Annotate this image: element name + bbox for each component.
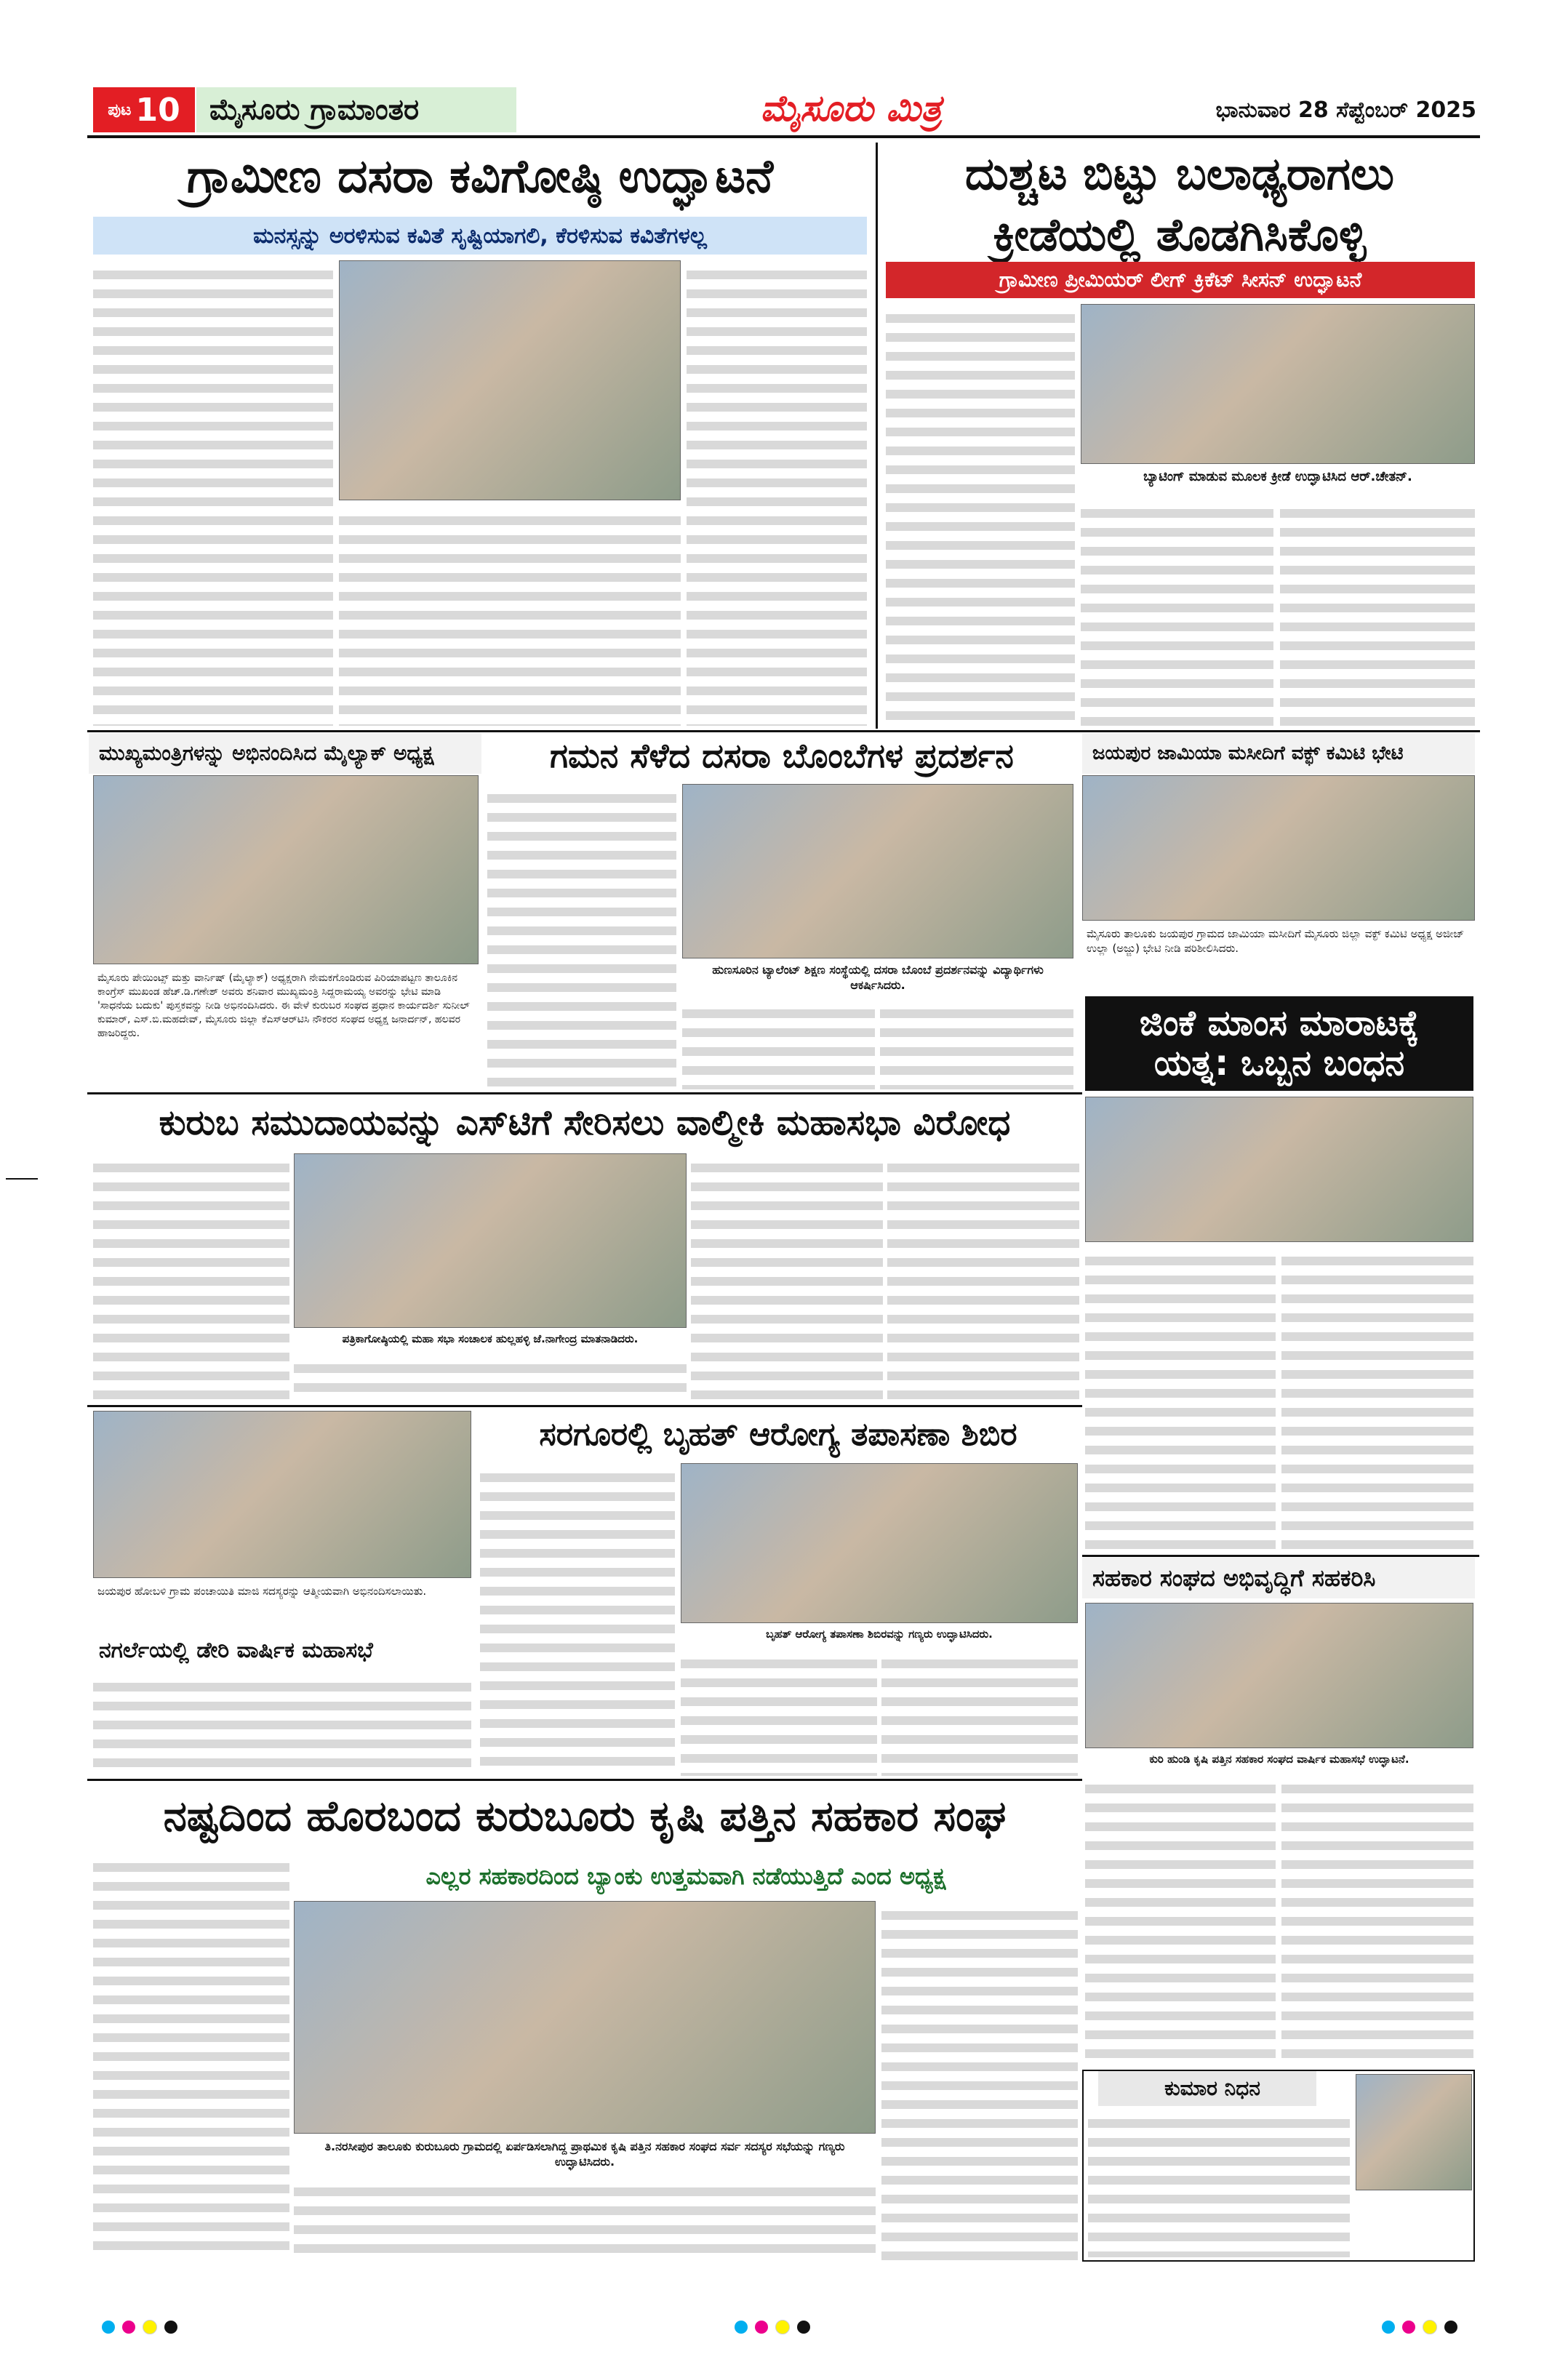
registration-marks-center bbox=[735, 2320, 810, 2334]
body-column bbox=[294, 2177, 876, 2260]
section-title: ಮೈಸೂರು ಗ್ರಾಮಾಂತರ bbox=[196, 87, 516, 132]
kuruburu-photo bbox=[294, 1901, 876, 2134]
headline-dolls: ಗಮನ ಸೆಳೆದ ದಸರಾ ಬೊಂಬೆಗಳ ಪ್ರದರ್ಶನ bbox=[550, 735, 1014, 775]
row-rule bbox=[1082, 1555, 1479, 1557]
body-column bbox=[339, 506, 681, 726]
subhead-cricket: ಗ್ರಾಮೀಣ ಪ್ರೀಮಿಯರ್ ಲೀಗ್ ಕ್ರಿಕೆಟ್ ಸೀಸನ್ ಉದ್ಘಾಟನೆ bbox=[886, 262, 1475, 298]
kavigoshti-photo bbox=[339, 260, 681, 500]
headline-kuruba: ಕುರುಬ ಸಮುದಾಯವನ್ನು ಎಸ್‌ಟಿಗೆ ಸೇರಿಸಲು ವಾಲ್ಮೀಕಿ ಮಹಾಸಭಾ ವಿರೋಧ bbox=[159, 1102, 1011, 1143]
body-column bbox=[93, 260, 333, 726]
body-column bbox=[881, 1901, 1078, 2260]
headline-jamia: ಜಯಪುರ ಜಾಮಿಯಾ ಮಸೀದಿಗೆ ವಕ್ಫ್ ಕಮಿಟಿ ಭೇಟಿ bbox=[1082, 733, 1475, 774]
page-number: 10 bbox=[135, 91, 180, 129]
registration-dot bbox=[775, 2320, 790, 2334]
dateline: ಭಾನುವಾರ 28 ಸೆಪ್ಟೆಂಬರ್ 2025 bbox=[1215, 97, 1476, 123]
column-rule bbox=[876, 143, 878, 729]
cricket-photo-caption: ಬ್ಯಾಟಿಂಗ್ ಮಾಡುವ ಮೂಲಕ ಕ್ರೀಡೆ ಉದ್ಘಾಟಿಸಿದ ಆರ್.ಚೇತನ್. bbox=[1143, 469, 1412, 484]
row-rule bbox=[87, 1092, 1082, 1094]
body-column bbox=[1085, 1774, 1276, 2065]
cricket-photo bbox=[1081, 304, 1475, 464]
body-column bbox=[487, 784, 676, 1089]
headline-cricket-line2: ಕ್ರೀಡೆಯಲ್ಲಿ ತೊಡಗಿಸಿಕೊಳ್ಳಿ bbox=[993, 208, 1367, 262]
headline-deer-line1: ಜಿಂಕೆ ಮಾಂಸ ಮಾರಾಟಕ್ಕೆ bbox=[1139, 1002, 1420, 1044]
chief-minister-photo bbox=[93, 775, 479, 964]
body-column bbox=[1085, 1246, 1276, 1552]
body-column bbox=[881, 1649, 1078, 1776]
body-column bbox=[1081, 499, 1273, 726]
subhead-kavigoshti: ಮನಸ್ಸನ್ನು ಅರಳಿಸುವ ಕವಿತೆ ಸೃಷ್ಟಿಯಾಗಲಿ, ಕೆರಳಿಸುವ ಕವಿತೆಗಳಲ್ಲ bbox=[93, 217, 867, 255]
row-rule bbox=[87, 1405, 1082, 1407]
headline-chief-minister: ಮುಖ್ಯಮಂತ್ರಿಗಳನ್ನು ಅಭಿನಂದಿಸಿದ ಮೈಲ್ಯಾಕ್ ಅಧ್ಯಕ್ಷ bbox=[89, 733, 481, 774]
masthead: ಮೈಸೂರು ಮಿತ್ರ bbox=[760, 87, 942, 129]
body-column bbox=[691, 1153, 883, 1401]
registration-dot bbox=[1423, 2320, 1437, 2334]
body-column bbox=[480, 1463, 675, 1776]
subhead-kuruburu: ಎಲ್ಲರ ಸಹಕಾರದಿಂದ ಬ್ಯಾಂಕು ಉತ್ತಮವಾಗಿ ನಡೆಯುತ್ತಿದೆ ಎಂದ ಅಧ್ಯಕ್ಷ bbox=[425, 1862, 946, 1890]
health-camp-photo-caption: ಬೃಹತ್ ಆರೋಗ್ಯ ತಪಾಸಣಾ ಶಿಬಿರವನ್ನು ಗಣ್ಯರು ಉದ್ಘಾಟಿಸಿದರು. bbox=[766, 1628, 993, 1641]
dolls-photo-caption: ಹುಣಸೂರಿನ ಟ್ಯಾಲೆಂಟ್ ಶಿಕ್ಷಣ ಸಂಸ್ಥೆಯಲ್ಲಿ ದಸರಾ ಬೊಂಬೆ ಪ್ರದರ್ಶನವನ್ನು ವಿದ್ಯಾರ್ಥಿಗಳು ಆಕರ್ಷಿಸಿದರು. bbox=[712, 963, 1044, 992]
registration-dot bbox=[102, 2321, 115, 2334]
kuruba-photo bbox=[294, 1153, 687, 1328]
row-rule bbox=[87, 1779, 1082, 1781]
registration-dot bbox=[1402, 2321, 1415, 2334]
leader-photo-caption: ಜಯಪುರ ಹೋಬಳಿ ಗ್ರಾಮ ಪಂಚಾಯಿತಿ ಮಾಜಿ ಸದಸ್ಯರನ್ನು ಆತ್ಮೀಯವಾಗಿ ಅಭಿನಂದಿಸಲಾಯಿತು. bbox=[97, 1585, 427, 1598]
body-column bbox=[93, 1673, 471, 1776]
kuruba-photo-caption: ಪತ್ರಿಕಾಗೋಷ್ಠಿಯಲ್ಲಿ ಮಹಾ ಸಭಾ ಸಂಚಾಲಕ ಹುಲ್ಲಹಳ್ಳಿ ಜೆ.ನಾಗೇಂದ್ರ ಮಾತನಾಡಿದರು. bbox=[342, 1332, 639, 1345]
row-rule bbox=[87, 730, 1480, 732]
body-column bbox=[681, 1649, 877, 1776]
registration-marks-left bbox=[102, 2320, 177, 2334]
jamia-photo bbox=[1082, 775, 1475, 921]
leader-photo bbox=[93, 1411, 471, 1578]
dolls-photo bbox=[682, 784, 1073, 958]
headline-dairy: ನಗರ್ಲೆಯಲ್ಲಿ ಡೇರಿ ವಾರ್ಷಿಕ ಮಹಾಸಭೆ bbox=[99, 1637, 373, 1663]
body-column bbox=[682, 999, 875, 1089]
headline-health-camp: ಸರಗೂರಲ್ಲಿ ಬೃಹತ್ ಆರೋಗ್ಯ ತಪಾಸಣಾ ಶಿಬಿರ bbox=[539, 1415, 1017, 1453]
registration-dot bbox=[164, 2321, 177, 2334]
cooperation-photo bbox=[1085, 1603, 1473, 1748]
body-column bbox=[93, 1153, 289, 1401]
registration-dot bbox=[143, 2320, 157, 2334]
body-column bbox=[687, 260, 867, 726]
headline-cricket-line1: ದುಶ್ಚಟ ಬಿಟ್ಟು ಬಲಾಢ್ಯರಾಗಲು bbox=[964, 147, 1395, 201]
body-column bbox=[887, 1153, 1079, 1401]
body-column bbox=[1281, 1246, 1473, 1552]
health-camp-photo bbox=[681, 1463, 1078, 1623]
headline-kuruburu: ನಷ್ಟದಿಂದ ಹೊರಬಂದ ಕುರುಬೂರು ಕೃಷಿ ಪತ್ತಿನ ಸಹಕಾರ ಸಂಘ bbox=[163, 1790, 1007, 1841]
headline-obituary: ಕುಮಾರ ನಿಧನ bbox=[1098, 2071, 1316, 2106]
body-column bbox=[294, 1354, 687, 1402]
chief-minister-photo-caption: ಮೈಸೂರು ಪೇಯಿಂಟ್ಸ್ ಮತ್ತು ವಾರ್ನಿಷ್ (ಮೈಲ್ಯಾಕ್) ಅಧ್ಯಕ್ಷರಾಗಿ ನೇಮಕಗೊಂಡಿರುವ ಪಿರಿಯಾಪಟ್ಟಣ ತಾಲೂಕಿನ ಕಾಂಗ್ರೆಸ್ ಮುಖಂಡ ಹೆಚ್.ಡಿ.ಗಣೇಶ್ ಅವರು ಶನಿವಾರ ಮುಖ್ಯಮಂತ್ರಿ ಸಿದ್ದರಾಮಯ್ಯ ಅವರನ್ನು ಭೇಟಿ ಮಾಡಿ 'ಸಾಧನೆಯ ಬದುಕು' ಪುಸ್ತಕವನ್ನು ನೀಡಿ ಅಭಿನಂದಿಸಿದರು. ಈ ವೇಳೆ ಕುರುಬರ ಸಂಘದ ಪ್ರಧಾನ ಕಾರ್ಯದರ್ಶಿ ಸುನೀಲ್ ಕುಮಾರ್, ಎಸ್.ಬಿ.ಮಹದೇವ್, ಮೈಸೂರು ಜಿಲ್ಲಾ ಕೆಎಸ್‌ಆರ್‌ಟಿಸಿ ನೌಕರರ ಸಂಘದ ಅಧ್ಯಕ್ಷ ಜನಾರ್ದನ್, ಹಲವರ ಹಾಜರಿದ್ದರು. bbox=[97, 972, 470, 1039]
jamia-photo-caption: ಮೈಸೂರು ತಾಲೂಕು ಜಯಪುರ ಗ್ರಾಮದ ಜಾಮಿಯಾ ಮಸೀದಿಗೆ ಮೈಸೂರು ಜಿಲ್ಲಾ ವಕ್ಫ್ ಕಮಿಟಿ ಅಧ್ಯಕ್ಷ ಅಜೀಜ್ ಉಲ್ಲಾ (ಅಜ್ಜು) ಭೇಟಿ ನೀಡಿ ಪರಿಶೀಲಿಸಿದರು. bbox=[1087, 927, 1465, 956]
registration-dot bbox=[755, 2321, 768, 2334]
headline-deer bbox=[1085, 996, 1473, 1091]
header-rule bbox=[87, 135, 1480, 138]
registration-marks-right bbox=[1382, 2320, 1457, 2334]
deer-photo bbox=[1085, 1097, 1473, 1242]
registration-dot bbox=[735, 2321, 748, 2334]
crop-mark bbox=[6, 1178, 38, 1180]
registration-dot bbox=[1382, 2321, 1395, 2334]
obituary-body bbox=[1088, 2109, 1350, 2257]
obituary-photo bbox=[1356, 2074, 1472, 2190]
body-column bbox=[880, 999, 1073, 1089]
headline-deer-line2: ಯತ್ನ: ಒಬ್ಬನ ಬಂಧನ bbox=[1153, 1043, 1405, 1084]
page-number-badge bbox=[93, 87, 195, 132]
kuruburu-photo-caption: ತಿ.ನರಸೀಪುರ ತಾಲೂಕು ಕುರುಬೂರು ಗ್ರಾಮದಲ್ಲಿ ಏರ್ಪಡಿಸಲಾಗಿದ್ದ ಪ್ರಾಥಮಿಕ ಕೃಷಿ ಪತ್ತಿನ ಸಹಕಾರ ಸಂಘದ ಸರ್ವ ಸದಸ್ಯರ ಸಭೆಯನ್ನು ಗಣ್ಯರು ಉದ್ಘಾಟಿಸಿದರು. bbox=[324, 2139, 845, 2169]
page-label: ಪುಟ bbox=[108, 100, 132, 119]
cooperation-photo-caption: ಕುರಿ ಹುಂಡಿ ಕೃಷಿ ಪತ್ತಿನ ಸಹಕಾರ ಸಂಘದ ವಾರ್ಷಿಕ ಮಹಾಸಭೆ ಉದ್ಘಾಟನೆ. bbox=[1149, 1753, 1409, 1766]
headline-kavigoshti: ಗ್ರಾಮೀಣ ದಸರಾ ಕವಿಗೋಷ್ಠಿ ಉದ್ಘಾಟನೆ bbox=[186, 150, 774, 204]
registration-dot bbox=[1444, 2321, 1457, 2334]
body-column bbox=[1280, 499, 1475, 726]
headline-cooperation: ಸಹಕಾರ ಸಂಘದ ಅಭಿವೃದ್ಧಿಗೆ ಸಹಕರಿಸಿ bbox=[1082, 1558, 1475, 1598]
body-column bbox=[1281, 1774, 1473, 2065]
registration-dot bbox=[122, 2321, 135, 2334]
body-column bbox=[886, 304, 1075, 726]
registration-dot bbox=[797, 2321, 810, 2334]
body-column bbox=[93, 1853, 289, 2260]
